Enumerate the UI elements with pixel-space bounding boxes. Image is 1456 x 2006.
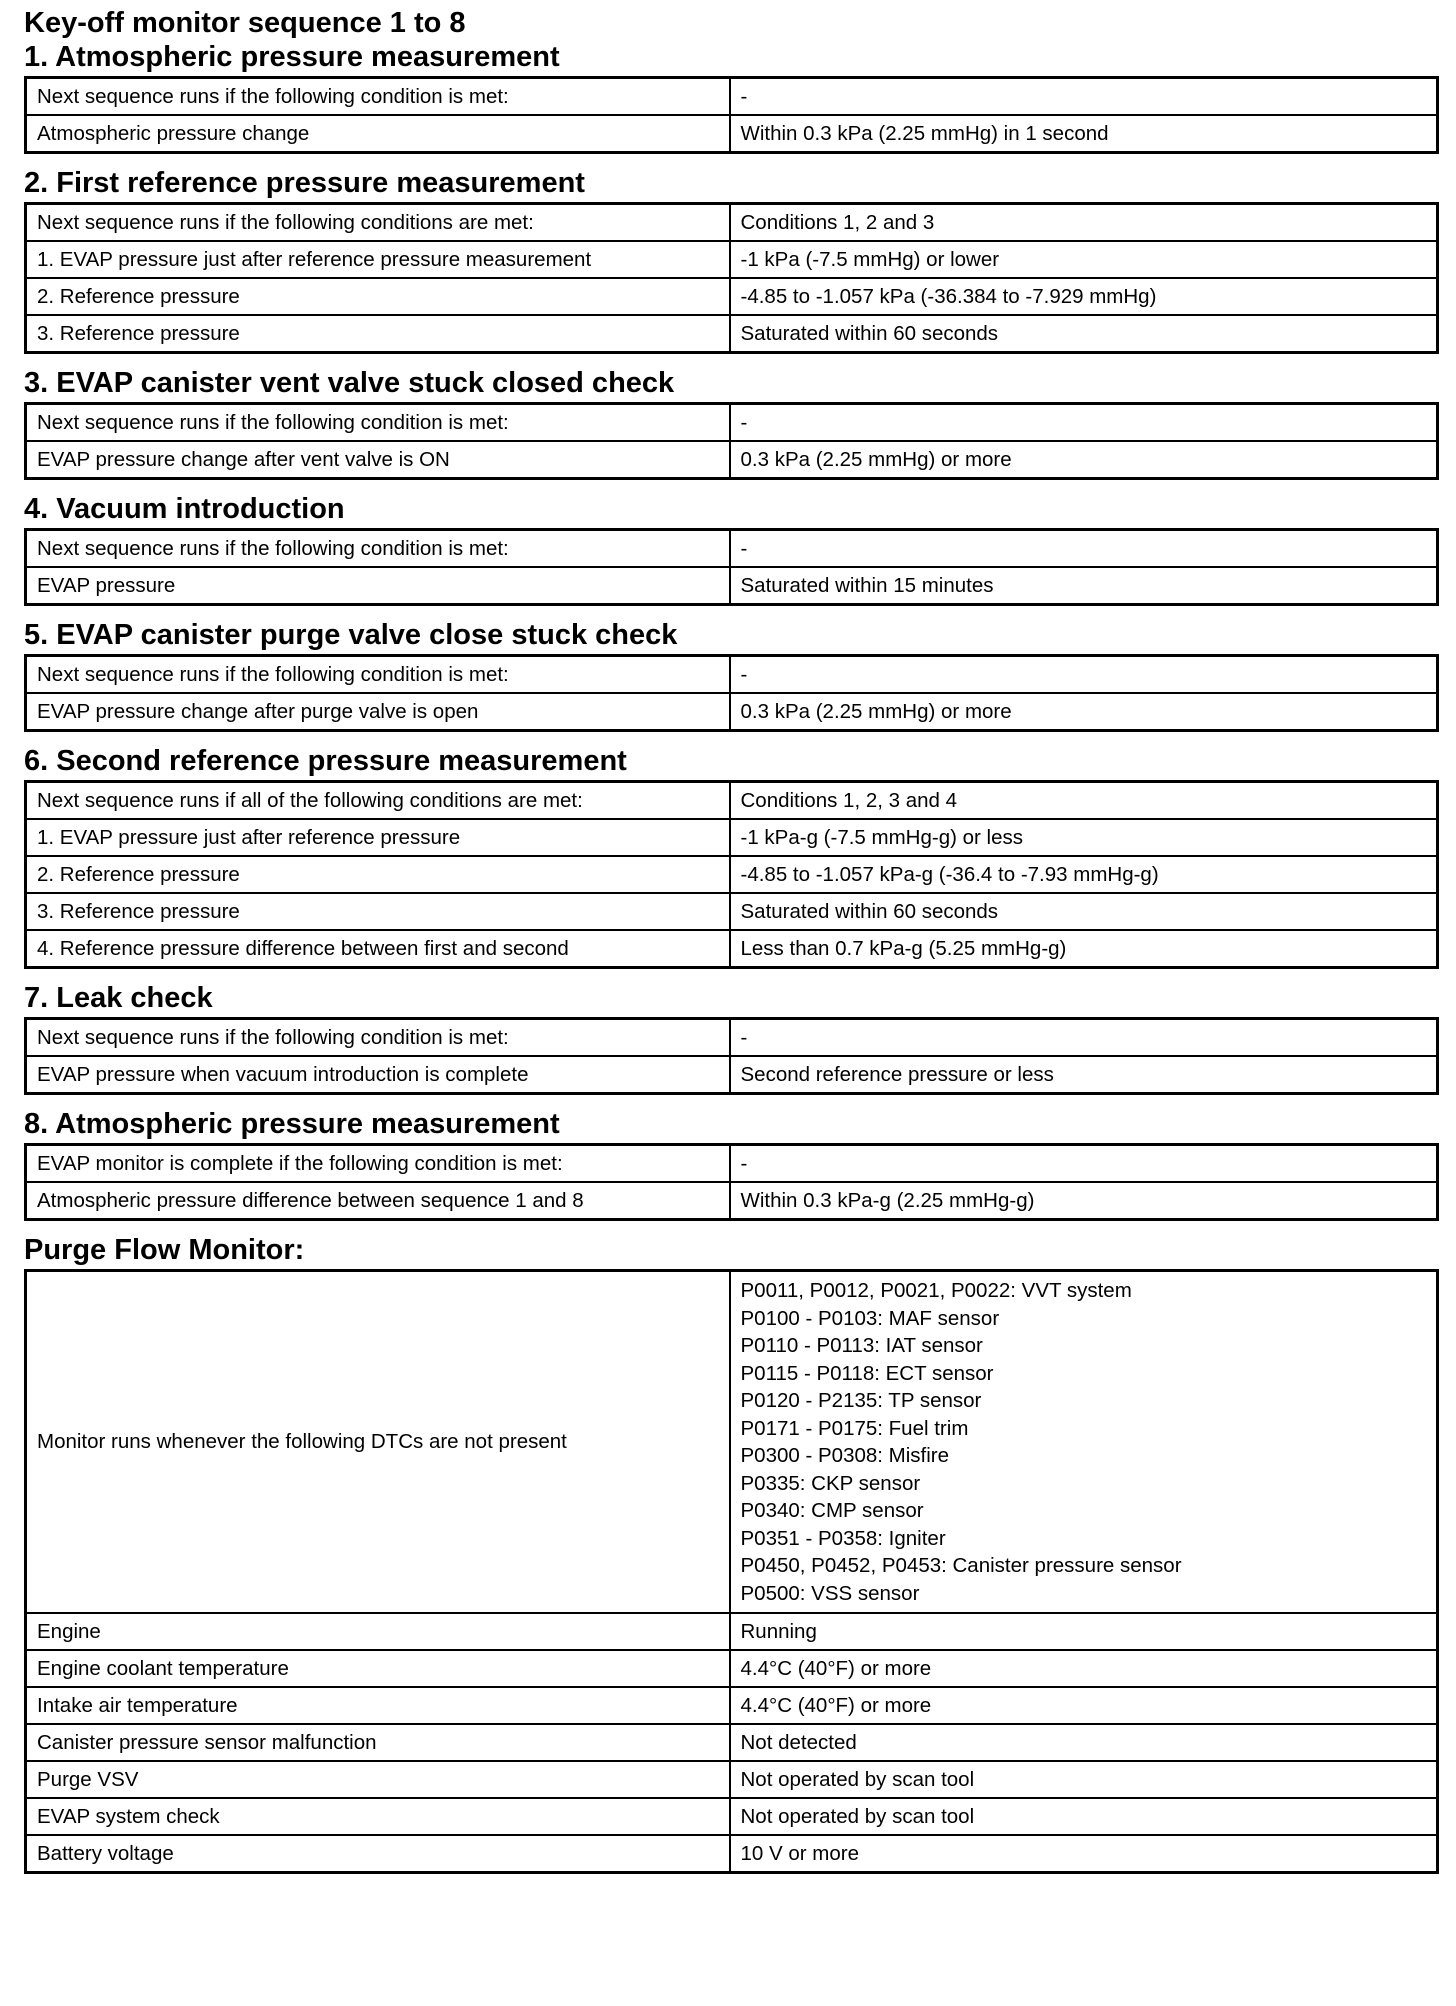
purge-flow-section	[24, 1233, 1436, 1874]
condition-label-cell: Next sequence runs if the following conditions are met:	[26, 204, 730, 242]
condition-value-cell: -4.85 to -1.057 kPa (-36.384 to -7.929 mmHg)	[730, 278, 1438, 315]
table-row	[26, 567, 1438, 605]
section-title: 6. Second reference pressure measurement	[24, 745, 627, 777]
condition-label-cell: Next sequence runs if the following condition is met:	[26, 656, 730, 694]
table-row	[26, 1613, 1438, 1650]
table-row	[26, 856, 1438, 893]
condition-value-cell: 10 V or more	[730, 1835, 1438, 1873]
condition-value-cell: 4.4°C (40°F) or more	[730, 1650, 1438, 1687]
condition-value-cell: Conditions 1, 2 and 3	[730, 204, 1438, 242]
condition-label-cell: 3. Reference pressure	[26, 315, 730, 353]
table-row	[26, 204, 1438, 242]
condition-value-cell: Within 0.3 kPa (2.25 mmHg) in 1 second	[730, 115, 1438, 153]
table-row	[26, 1650, 1438, 1687]
section-title: 2. First reference pressure measurement	[24, 167, 585, 199]
condition-value-cell: -	[730, 656, 1438, 694]
table-row	[26, 693, 1438, 731]
section-spacer	[24, 1221, 1436, 1233]
table-row	[26, 1271, 1438, 1614]
condition-value-cell: Second reference pressure or less	[730, 1056, 1438, 1094]
sequence-section	[24, 366, 1436, 492]
condition-value-cell: Saturated within 60 seconds	[730, 315, 1438, 353]
table-row	[26, 1724, 1438, 1761]
condition-table	[24, 402, 1439, 480]
condition-table	[24, 528, 1439, 606]
dtc-line: P0011, P0012, P0021, P0022: VVT system	[740, 1279, 1132, 1302]
condition-value-cell: Saturated within 60 seconds	[730, 893, 1438, 930]
condition-value-cell: Not operated by scan tool	[730, 1798, 1438, 1835]
condition-value-cell: Less than 0.7 kPa-g (5.25 mmHg-g)	[730, 930, 1438, 968]
section-spacer	[24, 1095, 1436, 1107]
condition-label-cell: Next sequence runs if the following condition is met:	[26, 78, 730, 116]
condition-label-cell: Next sequence runs if the following condition is met:	[26, 1019, 730, 1057]
dtc-line: P0351 - P0358: Igniter	[740, 1526, 946, 1550]
condition-value-cell: -	[730, 530, 1438, 568]
table-row	[26, 893, 1438, 930]
condition-value-cell: Conditions 1, 2, 3 and 4	[730, 782, 1438, 820]
condition-value-cell: -1 kPa (-7.5 mmHg) or lower	[730, 241, 1438, 278]
dtc-line: P0500: VSS sensor	[740, 1581, 920, 1605]
condition-value-cell: Not operated by scan tool	[730, 1761, 1438, 1798]
condition-label-cell: EVAP pressure change after vent valve is ON	[26, 441, 730, 479]
section-title: 5. EVAP canister purge valve close stuck check	[24, 619, 678, 651]
dtc-line: P0335: CKP sensor	[740, 1471, 921, 1495]
table-row	[26, 782, 1438, 820]
table-row	[26, 1145, 1438, 1183]
condition-label-cell: Atmospheric pressure difference between sequence 1 and 8	[26, 1182, 730, 1220]
condition-label-cell: 1. EVAP pressure just after reference pressure	[26, 819, 730, 856]
table-row	[26, 1687, 1438, 1724]
section-spacer	[24, 732, 1436, 744]
table-row	[26, 1182, 1438, 1220]
dtc-line: P0340: CMP sensor	[740, 1499, 924, 1522]
section-spacer	[24, 606, 1436, 618]
condition-table	[24, 1143, 1439, 1221]
table-row	[26, 930, 1438, 968]
condition-label-cell: Engine coolant temperature	[26, 1650, 730, 1687]
condition-label-cell: Monitor runs whenever the following DTCs are not present	[26, 1271, 730, 1614]
condition-label-cell: EVAP pressure when vacuum introduction is complete	[26, 1056, 730, 1094]
section-spacer	[24, 969, 1436, 981]
condition-table	[24, 76, 1439, 154]
table-row	[26, 1761, 1438, 1798]
condition-value-cell: -	[730, 1145, 1438, 1183]
condition-label-cell: EVAP pressure change after purge valve is open	[26, 693, 730, 731]
section-title: 7. Leak check	[24, 982, 213, 1014]
section-spacer	[24, 480, 1436, 492]
condition-label-cell: EVAP monitor is complete if the following condition is met:	[26, 1145, 730, 1183]
dtc-line: P0171 - P0175: Fuel trim	[740, 1416, 969, 1440]
table-row	[26, 1056, 1438, 1094]
table-row	[26, 530, 1438, 568]
table-row	[26, 241, 1438, 278]
condition-label-cell: Battery voltage	[26, 1835, 730, 1873]
table-row	[26, 441, 1438, 479]
sequence-section	[24, 492, 1436, 618]
dtc-line: P0110 - P0113: IAT sensor	[740, 1334, 983, 1357]
dtc-line: P0100 - P0103: MAF sensor	[740, 1306, 1000, 1330]
sequence-section	[24, 744, 1436, 981]
section-spacer	[24, 354, 1436, 366]
condition-value-cell: Running	[730, 1613, 1438, 1650]
sequence-section	[24, 166, 1436, 366]
dtc-list-cell	[730, 1271, 1438, 1614]
table-row	[26, 78, 1438, 116]
dtc-line: P0120 - P2135: TP sensor	[740, 1389, 982, 1412]
table-row	[26, 404, 1438, 442]
condition-label-cell: Atmospheric pressure change	[26, 115, 730, 153]
table-row	[26, 278, 1438, 315]
condition-label-cell: Purge VSV	[26, 1761, 730, 1798]
section-title: 1. Atmospheric pressure measurement	[24, 41, 560, 73]
purge-flow-table	[24, 1269, 1439, 1874]
page-title: Key-off monitor sequence 1 to 8	[24, 7, 466, 39]
table-row	[26, 1835, 1438, 1873]
dtc-line: P0300 - P0308: Misfire	[740, 1444, 950, 1467]
condition-value-cell: -1 kPa-g (-7.5 mmHg-g) or less	[730, 819, 1438, 856]
condition-label-cell: 4. Reference pressure difference between first and second	[26, 930, 730, 968]
condition-value-cell: Within 0.3 kPa-g (2.25 mmHg-g)	[730, 1182, 1438, 1220]
sequence-section	[24, 618, 1436, 744]
condition-value-cell: 0.3 kPa (2.25 mmHg) or more	[730, 693, 1438, 731]
condition-value-cell: -	[730, 404, 1438, 442]
condition-label-cell: Engine	[26, 1613, 730, 1650]
condition-label-cell: 3. Reference pressure	[26, 893, 730, 930]
condition-value-cell: 0.3 kPa (2.25 mmHg) or more	[730, 441, 1438, 479]
condition-label-cell: Canister pressure sensor malfunction	[26, 1724, 730, 1761]
sequence-section	[24, 981, 1436, 1107]
condition-value-cell: 4.4°C (40°F) or more	[730, 1687, 1438, 1724]
table-row	[26, 1798, 1438, 1835]
sequence-section	[24, 1107, 1436, 1233]
section-title: 4. Vacuum introduction	[24, 493, 345, 525]
condition-value-cell: Not detected	[730, 1724, 1438, 1761]
table-row	[26, 315, 1438, 353]
condition-label-cell: Next sequence runs if the following condition is met:	[26, 530, 730, 568]
condition-value-cell: -	[730, 1019, 1438, 1057]
condition-table	[24, 202, 1439, 354]
section-spacer	[24, 154, 1436, 166]
purge-flow-table-body	[26, 1271, 1438, 1873]
condition-value-cell: -	[730, 78, 1438, 116]
condition-label-cell: 2. Reference pressure	[26, 278, 730, 315]
condition-label-cell: Next sequence runs if all of the following conditions are met:	[26, 782, 730, 820]
condition-label-cell: EVAP system check	[26, 1798, 730, 1835]
sequence-section	[24, 40, 1436, 166]
table-row	[26, 115, 1438, 153]
condition-label-cell: 2. Reference pressure	[26, 856, 730, 893]
section-title: Purge Flow Monitor:	[24, 1234, 305, 1266]
condition-table	[24, 780, 1439, 969]
condition-table	[24, 654, 1439, 732]
section-title: 8. Atmospheric pressure measurement	[24, 1108, 560, 1140]
sequence-sections	[24, 40, 1436, 1233]
condition-label-cell: Next sequence runs if the following condition is met:	[26, 404, 730, 442]
table-row	[26, 819, 1438, 856]
condition-table	[24, 1017, 1439, 1095]
condition-label-cell: EVAP pressure	[26, 567, 730, 605]
condition-value-cell: -4.85 to -1.057 kPa-g (-36.4 to -7.93 mmHg-g)	[730, 856, 1438, 893]
condition-value-cell: Saturated within 15 minutes	[730, 567, 1438, 605]
dtc-line: P0115 - P0118: ECT sensor	[740, 1361, 994, 1385]
condition-label-cell: Intake air temperature	[26, 1687, 730, 1724]
dtc-line: P0450, P0452, P0453: Canister pressure sensor	[740, 1554, 1182, 1577]
table-row	[26, 1019, 1438, 1057]
section-title: 3. EVAP canister vent valve stuck closed check	[24, 367, 675, 399]
condition-label-cell: 1. EVAP pressure just after reference pressure measurement	[26, 241, 730, 278]
table-row	[26, 656, 1438, 694]
